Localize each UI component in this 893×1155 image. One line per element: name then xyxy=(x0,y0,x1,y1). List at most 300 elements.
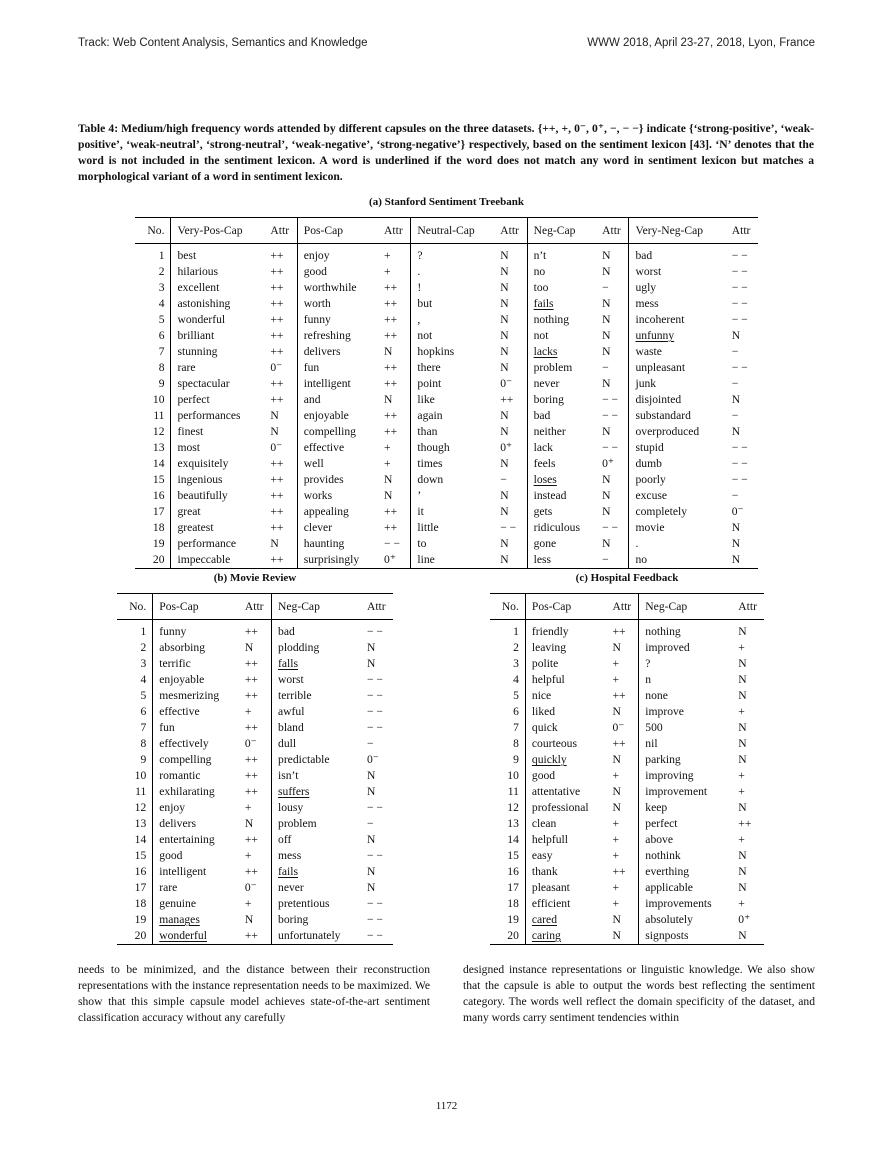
table-cell: − − xyxy=(731,473,748,486)
table-cell: effective xyxy=(153,704,239,720)
table-cell: not xyxy=(411,328,494,344)
table-cell: − xyxy=(731,409,739,422)
table-cell: boring xyxy=(272,912,361,928)
table-cell: 9 xyxy=(158,377,165,390)
table-cell: ++ xyxy=(244,865,258,878)
table-row xyxy=(135,296,758,312)
table-cell: intelligent xyxy=(297,376,378,392)
table-cell: N xyxy=(738,689,747,702)
table-cell: N xyxy=(738,801,747,814)
table-cell: N xyxy=(500,361,509,374)
table-cell: N xyxy=(731,425,741,438)
table-cell: lousy xyxy=(272,800,361,816)
table-cell: N xyxy=(270,425,279,438)
table-cell: + xyxy=(612,897,620,910)
mr-subtitle: (b) Movie Review xyxy=(213,572,297,584)
table-row xyxy=(135,376,758,392)
table-cell: 3 xyxy=(158,281,165,294)
table-row xyxy=(490,912,764,928)
table-cell: ++ xyxy=(500,393,514,406)
table-cell: N xyxy=(500,537,509,550)
table-cell: + xyxy=(384,457,391,470)
sst-header-cell: Pos-Cap xyxy=(297,218,378,244)
table-row xyxy=(490,704,764,720)
table-cell xyxy=(527,344,596,360)
table-row xyxy=(117,800,393,816)
table-cell: 17 xyxy=(507,881,519,894)
table-cell: fun xyxy=(153,720,239,736)
sst-header-cell: No. xyxy=(135,218,171,244)
table-cell: + xyxy=(244,705,252,718)
table-cell: it xyxy=(411,504,494,520)
table-cell: but xyxy=(411,296,494,312)
table-cell: greatest xyxy=(171,520,264,536)
underlined-word: falls xyxy=(278,657,298,670)
table-cell: ridiculous xyxy=(527,520,596,536)
table-cell: never xyxy=(527,376,596,392)
table-cell: + xyxy=(244,849,252,862)
table-cell: perfect xyxy=(171,392,264,408)
table-cell: 0⁺ xyxy=(738,913,751,926)
table-cell xyxy=(525,912,606,928)
table-cell: ++ xyxy=(244,721,258,734)
table-row xyxy=(117,672,393,688)
table-cell: pretentious xyxy=(272,896,361,912)
table-cell: N xyxy=(602,345,611,358)
table-cell: + xyxy=(612,657,620,670)
table-cell: 0⁺ xyxy=(378,552,411,569)
table-cell: stupid xyxy=(629,440,726,456)
table-cell: N xyxy=(738,849,747,862)
table-cell: − xyxy=(500,473,507,486)
table-cell: ++ xyxy=(270,457,284,470)
table-cell: 13 xyxy=(134,817,147,830)
table-cell: 11 xyxy=(153,409,165,422)
table-cell: bad xyxy=(527,408,596,424)
table-cell: − − xyxy=(361,928,393,945)
table-cell: N xyxy=(738,737,747,750)
table-cell: 15 xyxy=(152,473,165,486)
table-cell: N xyxy=(738,721,747,734)
table-row xyxy=(135,440,758,456)
table-row xyxy=(135,360,758,376)
table-cell: efficient xyxy=(525,896,606,912)
table-cell: ++ xyxy=(384,297,398,310)
table-cell: 4 xyxy=(140,673,147,686)
table-cell: 11 xyxy=(507,785,519,798)
table-cell: 13 xyxy=(507,817,519,830)
underlined-word: lacks xyxy=(533,345,558,358)
table-cell: − xyxy=(366,817,374,830)
table-cell: genuine xyxy=(153,896,239,912)
table-cell: fun xyxy=(297,360,378,376)
table-cell: 12 xyxy=(152,425,165,438)
table-cell: 0⁻ xyxy=(244,881,257,894)
table-cell: bad xyxy=(272,620,361,641)
table-cell: parking xyxy=(639,752,732,768)
table-cell: N xyxy=(731,537,741,550)
table-cell: unpleasant xyxy=(629,360,726,376)
table-cell: N xyxy=(726,552,758,569)
table-cell: N xyxy=(500,265,509,278)
table-cell: 0⁻ xyxy=(500,377,513,390)
table-cell: times xyxy=(411,456,494,472)
table-cell: too xyxy=(527,280,596,296)
table-cell: N xyxy=(366,657,376,670)
hf-header-cell: Pos-Cap xyxy=(525,594,606,620)
table-cell: and xyxy=(297,392,378,408)
table-cell: 7 xyxy=(158,345,165,358)
sst-table xyxy=(135,217,758,569)
table-cell: 0⁻ xyxy=(612,721,625,734)
table-cell: − − xyxy=(366,673,383,686)
table-cell: − xyxy=(602,361,609,374)
hf-header-cell: No. xyxy=(490,594,525,620)
hf-header-cell: Attr xyxy=(606,594,638,620)
table-cell: brilliant xyxy=(171,328,264,344)
table-row xyxy=(135,552,758,569)
table-cell: N xyxy=(500,489,509,502)
table-cell: 6 xyxy=(140,705,147,718)
table-cell: exquisitely xyxy=(171,456,264,472)
table-row xyxy=(117,880,393,896)
table-cell: 1 xyxy=(158,249,165,262)
table-cell: − − xyxy=(366,897,383,910)
table-cell: + xyxy=(738,769,745,782)
sst-header-cell: Attr xyxy=(494,218,527,244)
table-cell: N xyxy=(612,801,621,814)
table-row xyxy=(135,536,758,552)
table-cell: haunting xyxy=(297,536,378,552)
table-cell: + xyxy=(738,705,745,718)
table-cell: N xyxy=(612,753,621,766)
table-cell: waste xyxy=(629,344,726,360)
table-cell: N xyxy=(500,409,509,422)
underlined-word: cared xyxy=(531,913,557,926)
table-row xyxy=(135,264,758,280)
table-cell: − − xyxy=(731,281,748,294)
table-row xyxy=(117,912,393,928)
table-cell: N xyxy=(738,625,747,638)
sst-subtitle: (a) Stanford Sentiment Treebank xyxy=(369,196,524,208)
table-cell: 2 xyxy=(158,265,165,278)
table-cell: ++ xyxy=(270,281,284,294)
table-cell: predictable xyxy=(272,752,361,768)
sst-header-cell: Attr xyxy=(378,218,411,244)
table-cell: + xyxy=(384,441,391,454)
table-cell: 9 xyxy=(513,753,519,766)
table-cell xyxy=(153,912,239,928)
table-cell: − − xyxy=(731,297,748,310)
table-cell: 0⁻ xyxy=(270,441,283,454)
table-cell: entertaining xyxy=(153,832,239,848)
table-cell: ++ xyxy=(612,737,626,750)
table-row xyxy=(117,736,393,752)
table-cell: ++ xyxy=(270,473,284,486)
table-cell: movie xyxy=(629,520,726,536)
table-cell: ++ xyxy=(384,313,398,326)
table-cell: 1 xyxy=(140,625,147,638)
table-cell: − − xyxy=(731,249,748,262)
table-cell: N xyxy=(602,489,611,502)
table-cell: 3 xyxy=(140,657,147,670)
table-cell: 8 xyxy=(513,737,519,750)
table-cell: improvements xyxy=(639,896,732,912)
table-cell: pleasant xyxy=(525,880,606,896)
table-cell: wonderful xyxy=(171,312,264,328)
table-cell: leaving xyxy=(525,640,606,656)
table-cell: − xyxy=(731,345,739,358)
table-cell: disjointed xyxy=(629,392,726,408)
table-cell: ++ xyxy=(270,329,284,342)
table-row xyxy=(117,752,393,768)
table-cell: N xyxy=(602,377,611,390)
table-cell: ++ xyxy=(738,817,752,830)
table-cell: ++ xyxy=(384,361,398,374)
table-row xyxy=(490,720,764,736)
table-cell xyxy=(272,864,361,880)
table-cell: surprisingly xyxy=(297,552,378,569)
table-cell: N xyxy=(738,673,747,686)
mr-header-cell: Attr xyxy=(361,594,393,620)
table-cell: excellent xyxy=(171,280,264,296)
table-cell: N xyxy=(731,393,741,406)
table-cell: ++ xyxy=(384,409,398,422)
table-row xyxy=(117,864,393,880)
table-cell: nothing xyxy=(527,312,596,328)
table-cell: n’t xyxy=(527,244,596,265)
underlined-word: fails xyxy=(533,297,554,310)
table-cell: good xyxy=(297,264,378,280)
table-cell: N xyxy=(384,473,393,486)
table-cell: 19 xyxy=(134,913,147,926)
table-cell: N xyxy=(384,345,393,358)
table-cell: 0⁻ xyxy=(270,361,283,374)
table-cell: − xyxy=(366,737,374,750)
table-cell: intelligent xyxy=(153,864,239,880)
table-cell: unfortunately xyxy=(272,928,361,945)
table-cell: worst xyxy=(629,264,726,280)
table-cell: gone xyxy=(527,536,596,552)
underlined-word: fails xyxy=(278,865,298,878)
table-cell: + xyxy=(738,785,745,798)
table-cell: ++ xyxy=(270,313,284,326)
table-cell: N xyxy=(500,313,509,326)
table-cell: + xyxy=(612,881,620,894)
table-cell: works xyxy=(297,488,378,504)
table-cell: none xyxy=(639,688,732,704)
table-cell: ? xyxy=(639,656,732,672)
table-cell: ++ xyxy=(264,552,297,569)
table-cell: keep xyxy=(639,800,732,816)
table-row xyxy=(117,832,393,848)
table-row xyxy=(117,620,393,641)
table-cell: ++ xyxy=(244,833,258,846)
table-cell: N xyxy=(602,537,611,550)
table-cell: − − xyxy=(731,361,748,374)
table-cell: to xyxy=(411,536,494,552)
table-row xyxy=(490,816,764,832)
table-cell: N xyxy=(270,409,279,422)
table-row xyxy=(117,896,393,912)
table-cell: N xyxy=(366,785,376,798)
table-cell: easy xyxy=(525,848,606,864)
table-cell: 16 xyxy=(152,489,165,502)
table-cell: 8 xyxy=(158,361,165,374)
table-cell: − − xyxy=(602,409,619,422)
table-cell: 12 xyxy=(134,801,147,814)
table-cell: N xyxy=(500,457,509,470)
table-cell: N xyxy=(738,657,747,670)
table-cell: 6 xyxy=(513,705,519,718)
table-cell: no xyxy=(527,264,596,280)
table-cell: perfect xyxy=(639,816,732,832)
table-cell: dull xyxy=(272,736,361,752)
table-cell: N xyxy=(602,265,611,278)
table-cell: compelling xyxy=(297,424,378,440)
table-cell: 20 xyxy=(490,928,525,945)
table-cell: bland xyxy=(272,720,361,736)
table-cell: signposts xyxy=(639,928,732,945)
table-cell: less xyxy=(527,552,596,569)
table-cell: , xyxy=(411,312,494,328)
underlined-word: manages xyxy=(159,913,200,926)
table-cell: − − xyxy=(366,625,383,638)
table-cell: funny xyxy=(153,620,239,641)
table-row xyxy=(490,864,764,880)
table-cell: provides xyxy=(297,472,378,488)
table-cell: − − xyxy=(731,313,748,326)
table-cell: well xyxy=(297,456,378,472)
table-row xyxy=(490,656,764,672)
table-cell: − − xyxy=(366,849,383,862)
table-cell: − − xyxy=(602,521,619,534)
underlined-word: caring xyxy=(531,929,561,942)
table-cell: N xyxy=(602,473,611,486)
table-caption: Table 4: Medium/high frequency words attended by different capsules on the three datasets. {++, +, 0⁻, 0⁺, −, − −} indicate {‘strong-positive’, ‘weak-positive’, ‘weak-neutral’, ‘strong-neutral’, ‘weak-negative’, ‘strong-negative’} respectively, based on the sentiment lexicon [43]. ‘N’ denotes that the word is not included in the sentiment lexicon. A word is underlined if the word does not match any word in sentiment lexicon but matches a morphological variant of a word in sentiment lexicon. xyxy=(78,122,814,183)
table-cell: 20 xyxy=(117,928,153,945)
table-cell: + xyxy=(612,849,620,862)
table-cell: effective xyxy=(297,440,378,456)
table-cell: 12 xyxy=(507,801,519,814)
table-cell: + xyxy=(738,641,745,654)
table-row xyxy=(490,736,764,752)
conference-label: WWW 2018, April 23-27, 2018, Lyon, France xyxy=(587,37,815,49)
table-cell: − − xyxy=(384,537,401,550)
table-cell: enjoy xyxy=(297,244,378,265)
table-row xyxy=(490,784,764,800)
table-row xyxy=(135,488,758,504)
table-cell: lack xyxy=(527,440,596,456)
table-cell: 5 xyxy=(140,689,147,702)
table-cell: ++ xyxy=(239,928,272,945)
table-cell: 3 xyxy=(513,657,519,670)
table-cell: 18 xyxy=(152,521,165,534)
mr-header-cell: Neg-Cap xyxy=(272,594,361,620)
mr-header-cell: Attr xyxy=(239,594,272,620)
table-cell: ++ xyxy=(270,521,284,534)
table-row xyxy=(490,928,764,945)
table-cell: . xyxy=(411,264,494,280)
table-cell: down xyxy=(411,472,494,488)
table-cell: clever xyxy=(297,520,378,536)
table-cell: ++ xyxy=(384,425,398,438)
table-cell: quick xyxy=(525,720,606,736)
table-cell: N xyxy=(602,329,611,342)
table-cell: than xyxy=(411,424,494,440)
table-cell: − − xyxy=(731,265,748,278)
table-cell: N xyxy=(244,641,254,654)
table-cell: 9 xyxy=(140,753,147,766)
table-row xyxy=(490,640,764,656)
table-cell: no xyxy=(629,552,726,569)
table-cell: . xyxy=(629,536,726,552)
table-row xyxy=(135,424,758,440)
table-cell: 7 xyxy=(513,721,519,734)
table-cell: exhilarating xyxy=(153,784,239,800)
table-cell: N xyxy=(500,425,509,438)
table-cell: terrible xyxy=(272,688,361,704)
table-cell: ’ xyxy=(411,488,494,504)
sst-header-cell: Very-Neg-Cap xyxy=(629,218,726,244)
table-cell: enjoyable xyxy=(153,672,239,688)
table-cell: 0⁺ xyxy=(500,441,513,454)
table-cell: compelling xyxy=(153,752,239,768)
table-cell: 6 xyxy=(158,329,165,342)
table-cell: N xyxy=(270,537,279,550)
table-cell: 8 xyxy=(140,737,147,750)
underlined-word: suffers xyxy=(278,785,310,798)
table-cell: N xyxy=(612,705,621,718)
table-cell: appealing xyxy=(297,504,378,520)
table-cell: N xyxy=(500,505,509,518)
table-cell: gets xyxy=(527,504,596,520)
table-cell: ++ xyxy=(612,865,626,878)
table-cell: hilarious xyxy=(171,264,264,280)
table-cell: 20 xyxy=(135,552,171,569)
table-cell: N xyxy=(366,641,376,654)
table-cell: finest xyxy=(171,424,264,440)
table-cell: neither xyxy=(527,424,596,440)
table-cell: instead xyxy=(527,488,596,504)
table-cell: 5 xyxy=(513,689,519,702)
table-cell: + xyxy=(738,897,745,910)
table-cell: N xyxy=(731,329,741,342)
table-cell xyxy=(153,928,239,945)
table-cell: − − xyxy=(366,721,383,734)
table-cell: 14 xyxy=(134,833,147,846)
table-cell: N xyxy=(366,865,376,878)
table-cell: performances xyxy=(171,408,264,424)
table-cell: delivers xyxy=(297,344,378,360)
table-cell: + xyxy=(384,265,391,278)
table-row xyxy=(490,768,764,784)
table-cell: nothink xyxy=(639,848,732,864)
hf-header-cell: Neg-Cap xyxy=(639,594,732,620)
table-cell: stunning xyxy=(171,344,264,360)
table-cell: incoherent xyxy=(629,312,726,328)
sst-header-cell: Very-Pos-Cap xyxy=(171,218,264,244)
table-cell: professional xyxy=(525,800,606,816)
table-cell: improved xyxy=(639,640,732,656)
table-cell: ++ xyxy=(270,265,284,278)
sst-header-cell: Attr xyxy=(264,218,297,244)
table-cell: − xyxy=(596,552,629,569)
table-cell: enjoy xyxy=(153,800,239,816)
table-cell: romantic xyxy=(153,768,239,784)
table-cell: 4 xyxy=(158,297,165,310)
table-cell: problem xyxy=(272,816,361,832)
